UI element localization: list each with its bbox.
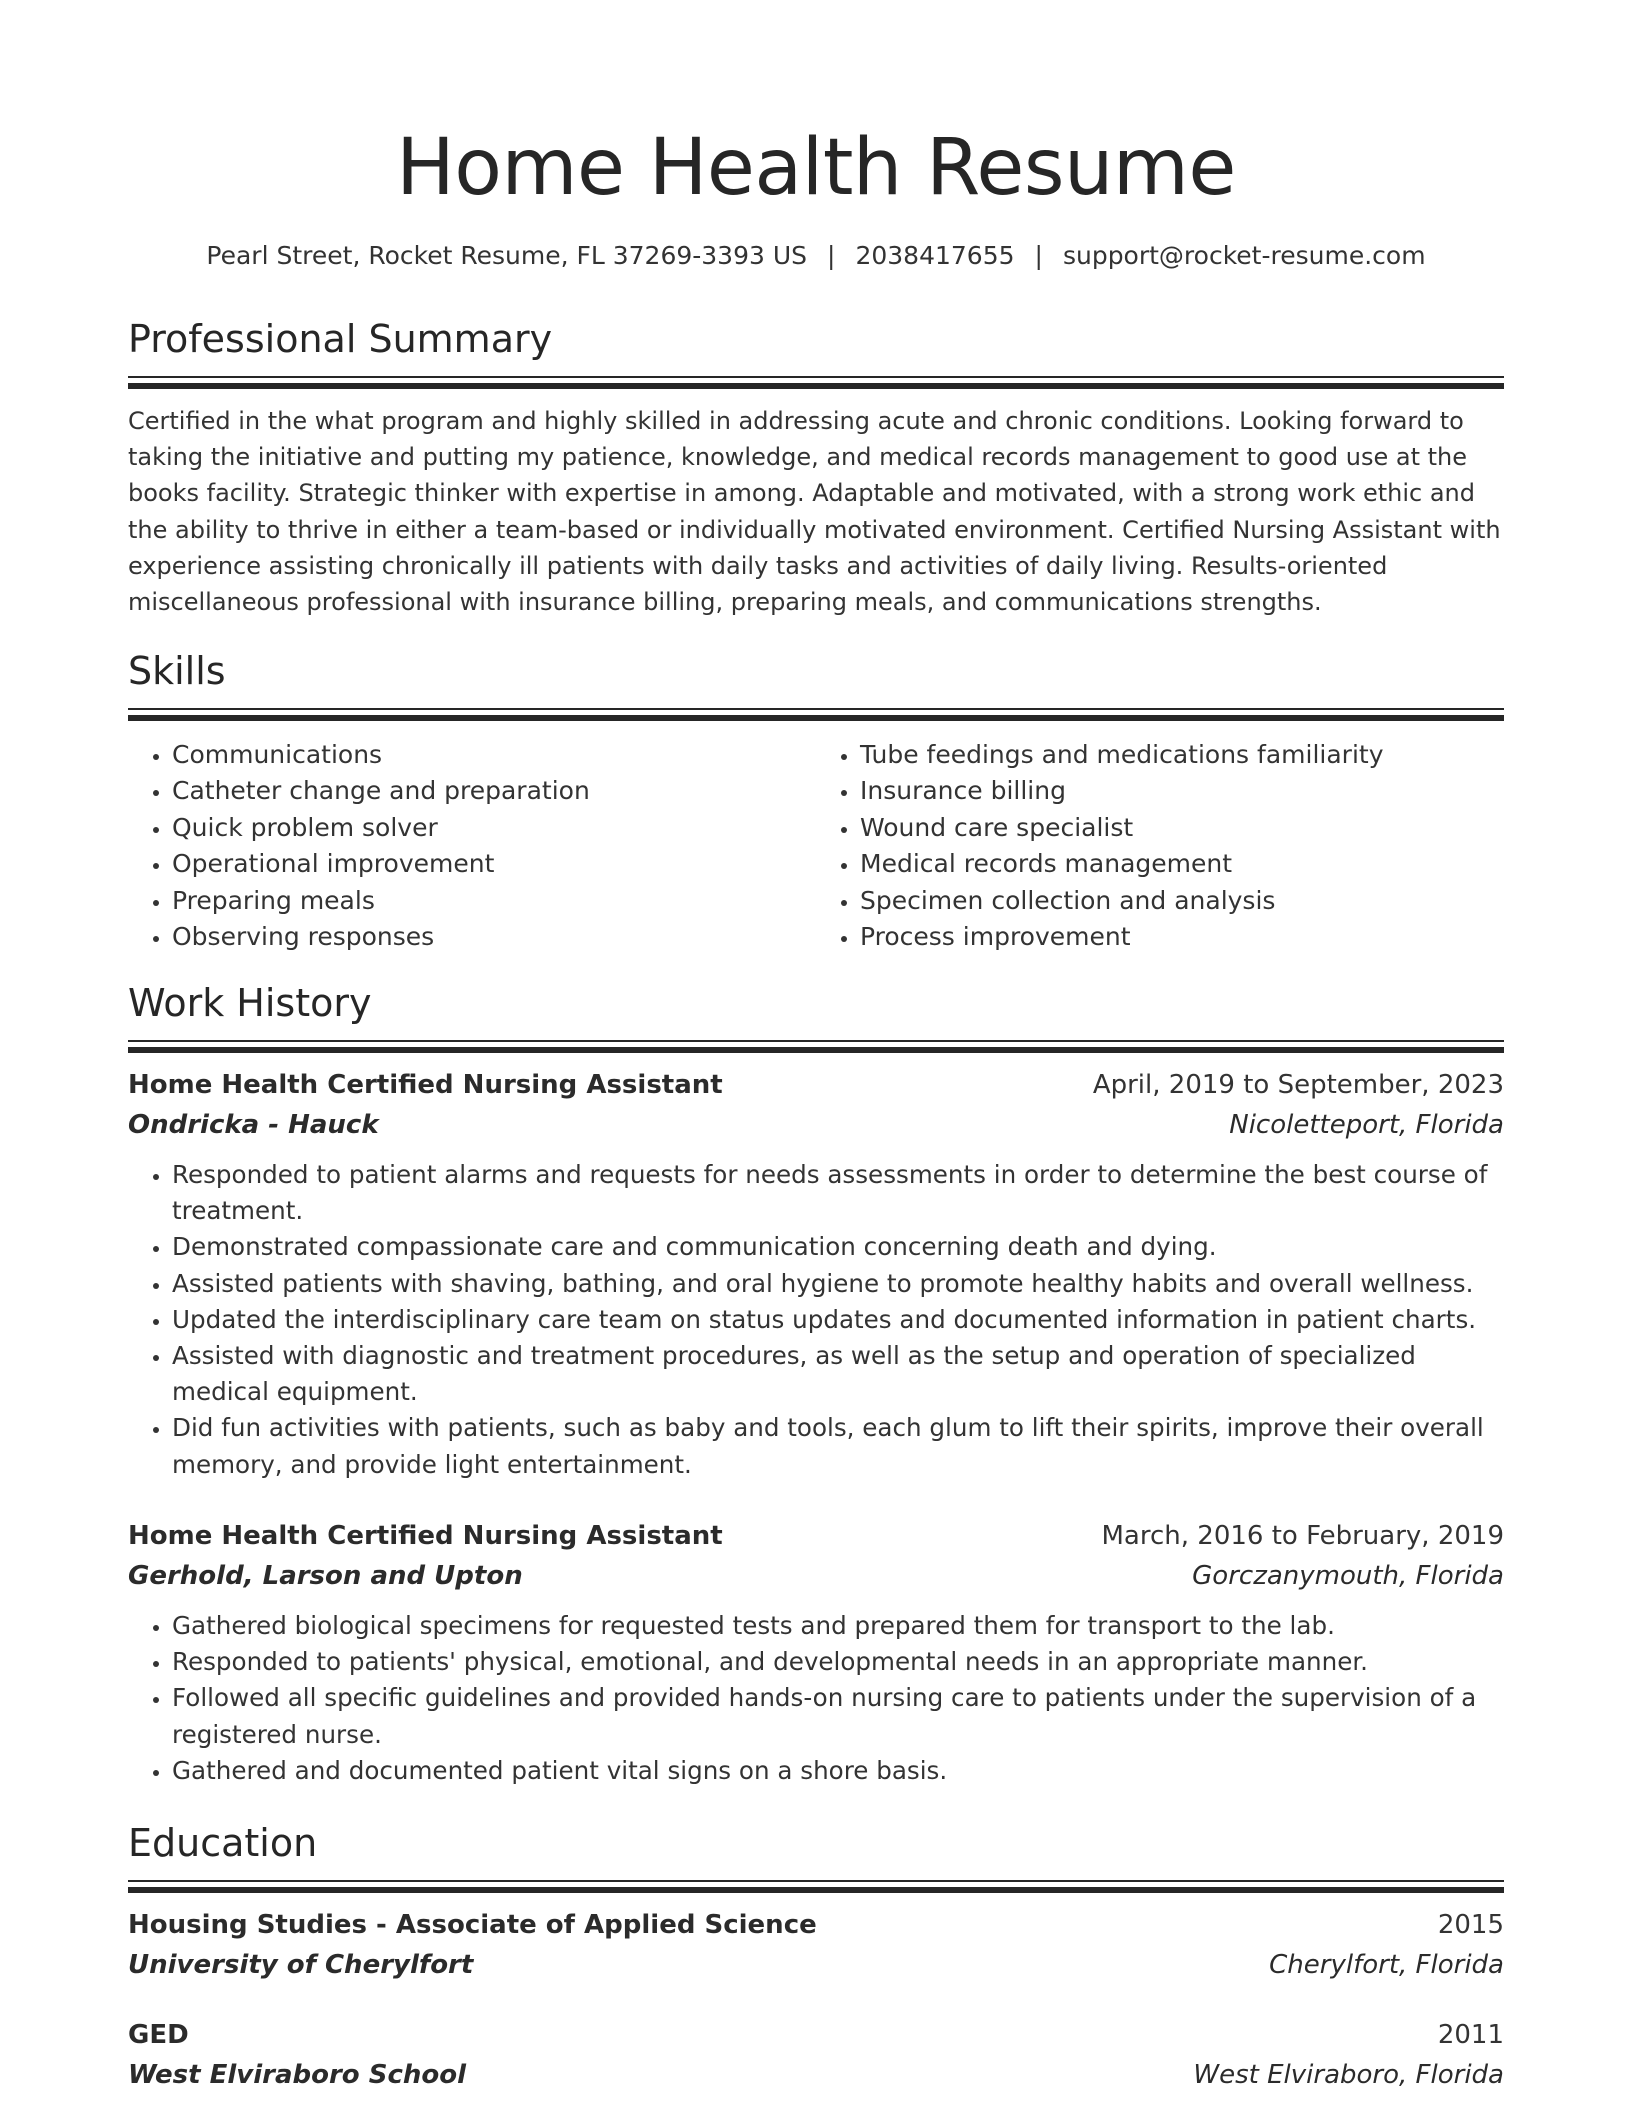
- skills-columns: [128, 737, 1504, 955]
- resume-page: [128, 0, 1504, 2090]
- job-dates: March, 2016 to February, 2019: [1101, 1521, 1504, 1551]
- section-heading: Professional Summary: [128, 317, 553, 361]
- education-location: Cherylfort, Florida: [1269, 1950, 1504, 1980]
- education-degree: GED: [128, 2020, 189, 2050]
- skill-item: • Wound care specialist: [860, 810, 1504, 846]
- job-bullet: • Updated the interdisciplinary care team on status updates and documented information in patient charts.: [172, 1302, 1504, 1338]
- education-year: 2011: [1437, 2020, 1504, 2050]
- education-school: West Elviraboro School: [128, 2060, 466, 2090]
- section-heading: Skills: [128, 649, 226, 693]
- job-location: Nicoletteport, Florida: [1229, 1110, 1504, 1140]
- section-divider: [128, 376, 1504, 389]
- job-bullet: • Assisted with diagnostic and treatment procedures, as well as the setup and operation of specialized medical equipment.: [172, 1338, 1504, 1410]
- job-bullet: • Did fun activities with patients, such as baby and tools, each glum to lift their spirits, improve their overall memory, and provide light entertainment.: [172, 1410, 1504, 1482]
- education-degree: Housing Studies - Associate of Applied Science: [128, 1910, 817, 1940]
- job-dates: April, 2019 to September, 2023: [1092, 1070, 1504, 1100]
- skill-item: • Insurance billing: [860, 773, 1504, 809]
- job-bullet: • Gathered biological specimens for requested tests and prepared them for transport to the lab.: [172, 1608, 1504, 1644]
- job-bullet: • Gathered and documented patient vital signs on a shore basis.: [172, 1753, 1504, 1789]
- section-divider: [128, 708, 1504, 721]
- section-divider: [128, 1040, 1504, 1053]
- job-bullets: [128, 1157, 1504, 1483]
- education-entry: [128, 2015, 1504, 2095]
- job-bullet: • Followed all specific guidelines and provided hands-on nursing care to patients under the supervision of a registered nurse.: [172, 1680, 1504, 1752]
- skills-right-list: [816, 737, 1504, 955]
- section-heading: Education: [128, 1821, 318, 1865]
- skill-item: • Specimen collection and analysis: [860, 883, 1504, 919]
- job-bullet: • Responded to patients' physical, emotional, and developmental needs in an appropriate manner.: [172, 1644, 1504, 1680]
- job-title: Home Health Certified Nursing Assistant: [128, 1521, 723, 1551]
- job-bullet: • Demonstrated compassionate care and communication concerning death and dying.: [172, 1229, 1504, 1265]
- job-bullets: [128, 1608, 1504, 1789]
- education-section: [128, 1820, 1504, 2095]
- skill-item: • Medical records management: [860, 846, 1504, 882]
- job-title: Home Health Certified Nursing Assistant: [128, 1070, 723, 1100]
- skill-item: • Catheter change and preparation: [172, 773, 816, 809]
- skill-item: • Operational improvement: [172, 846, 816, 882]
- education-school: University of Cherylfort: [128, 1950, 474, 1980]
- summary-text: Certified in the what program and highly skilled in addressing acute and chronic conditions. Looking forward to taking the initiative and putting my patience, knowledge, and medical records management to good use at the books facility. Strategic thinker with expertise in among. Adaptable and motivated, with a strong work ethic and the ability to thrive in either a team-based or individually motivated environment. Certified Nursing Assistant with experience assisting chronically ill patients with daily tasks and activities of daily living. Results-oriented miscellaneous professional with insurance billing, preparing meals, and communications strengths.: [128, 407, 1501, 617]
- job-bullet: • Responded to patient alarms and requests for needs assessments in order to determine the best course of treatment.: [172, 1157, 1504, 1229]
- job-location: Gorczanymouth, Florida: [1192, 1561, 1504, 1591]
- job-entry: [128, 1516, 1504, 1789]
- section-heading: Work History: [128, 981, 372, 1025]
- contact-address: Pearl Street, Rocket Resume, FL 37269-3393 US: [206, 241, 808, 270]
- job-entry: [128, 1065, 1504, 1483]
- work-section: [128, 980, 1504, 1785]
- job-bullet: • Assisted patients with shaving, bathing, and oral hygiene to promote healthy habits and overall wellness.: [172, 1266, 1504, 1302]
- job-company: Ondricka - Hauck: [128, 1110, 379, 1140]
- skill-item: • Process improvement: [860, 919, 1504, 955]
- skill-item: • Quick problem solver: [172, 810, 816, 846]
- skill-item: • Tube feedings and medications familiarity: [860, 737, 1504, 773]
- skills-section: [128, 648, 1504, 955]
- skill-item: • Observing responses: [172, 919, 816, 955]
- education-entry: [128, 1905, 1504, 1985]
- summary-section: [128, 316, 1504, 620]
- skill-item: • Preparing meals: [172, 883, 816, 919]
- contact-phone: 2038417655: [855, 241, 1015, 270]
- section-divider: [128, 1880, 1504, 1893]
- education-location: West Elviraboro, Florida: [1193, 2060, 1504, 2090]
- resume-title: Home Health Resume: [396, 123, 1236, 213]
- contact-separator: |: [827, 241, 836, 270]
- contact-line: [128, 240, 1504, 272]
- contact-separator: |: [1034, 241, 1043, 270]
- contact-email: support@rocket-resume.com: [1062, 241, 1426, 270]
- skills-left-list: [128, 737, 816, 955]
- skill-item: • Communications: [172, 737, 816, 773]
- education-year: 2015: [1437, 1910, 1504, 1940]
- job-company: Gerhold, Larson and Upton: [128, 1561, 523, 1591]
